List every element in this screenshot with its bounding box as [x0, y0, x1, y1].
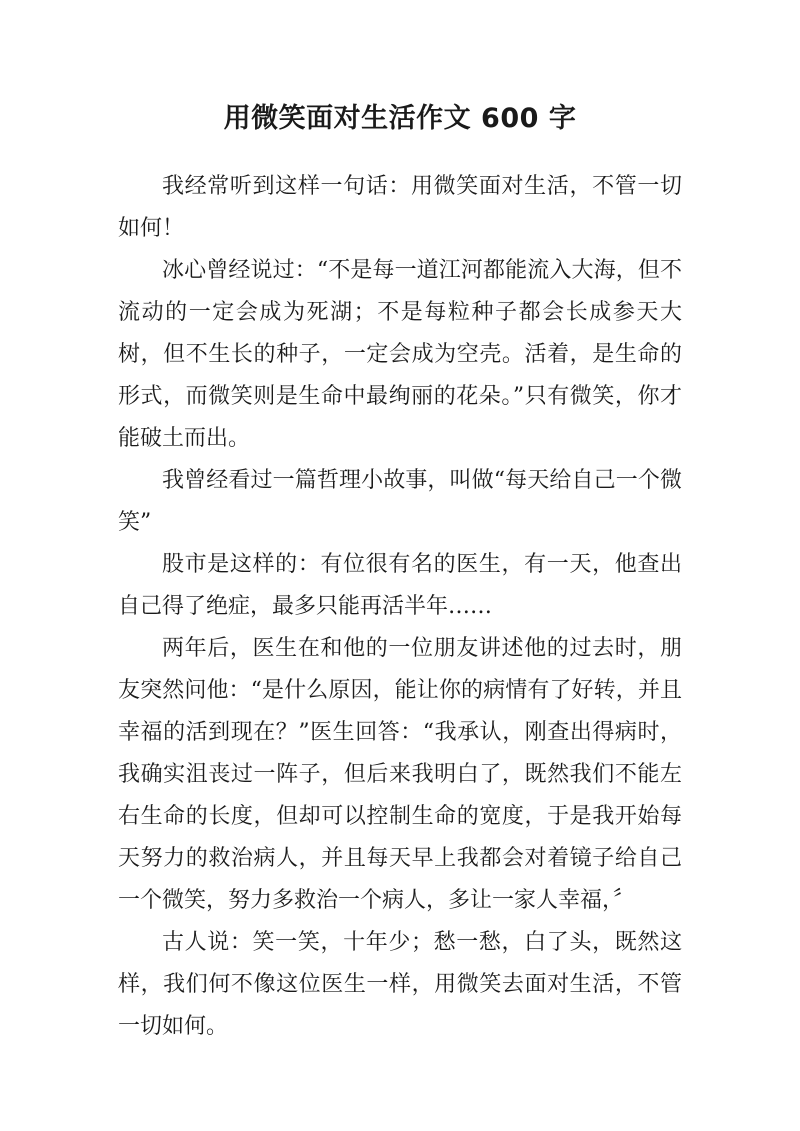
paragraph-6: 古人说：笑一笑，十年少；愁一愁，白了头，既然这样，我们何不像这位医生一样，用微笑去面对生活，不管一切如何。	[118, 930, 682, 1039]
paragraph-4: 股市是这样的：有位很有名的医生，有一天，他查出自己得了绝症，最多只能再活半年……	[118, 552, 682, 619]
paragraph-3: 我曾经看过一篇哲理小故事，叫做“每天给自己一个微笑”	[118, 468, 682, 535]
paragraph-5: 两年后，医生在和他的一位朋友讲述他的过去时，朋友突然问他：“是什么原因，能让你的病情有了好转，并且幸福的活到现在？”医生回答：“我承认，刚查出得病时，我确实沮丧过一阵子，但后来我明白了，既然我们不能左右生命的长度，但却可以控制生命的宽度，于是我开始每天努力的救治病人，并且每天早上我都会对着镜子给自己一个微笑，努力多救治一个病人，多让一家人幸福，〞	[118, 636, 682, 913]
paragraph-2: 冰心曾经说过：“不是每一道江河都能流入大海，但不流动的一定会成为死湖；不是每粒种子都会长成参天大树，但不生长的种子，一定会成为空壳。活着，是生命的形式，而微笑则是生命中最绚丽的花朵。”只有微笑，你才能破土而出。	[118, 258, 682, 451]
paragraph-1: 我经常听到这样一句话：用微笑面对生活，不管一切如何！	[118, 174, 682, 241]
document-title: 用微笑面对生活作文 600 字	[223, 103, 577, 134]
